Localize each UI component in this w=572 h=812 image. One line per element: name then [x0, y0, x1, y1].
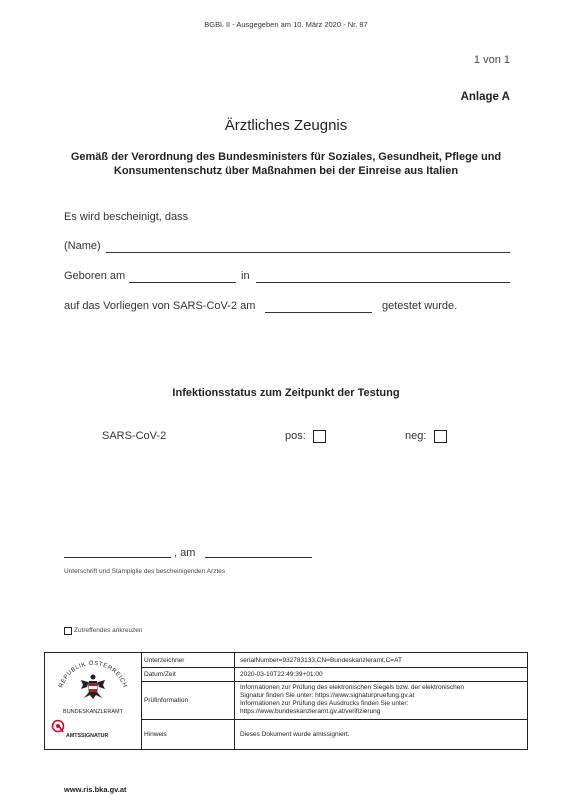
footer-url[interactable]: www.ris.bka.gv.at [64, 785, 127, 794]
positive-label: pos: [285, 430, 306, 442]
seal-office-text: BUNDESKANZLERAMT [63, 709, 123, 715]
document-title: Ärztliches Zeugnis [224, 117, 348, 134]
datetime-value: 2020-03-10T22:49:39+01:00 [240, 670, 323, 678]
virus-label: SARS-CoV-2 [102, 430, 167, 442]
seal-arc-text: REPUBLIK ÖSTERREICH [58, 660, 128, 689]
status-heading: Infektionsstatus zum Zeitpunkt der Testung [172, 387, 400, 399]
page-number: 1 von 1 [473, 54, 510, 66]
applicable-checkbox-icon [64, 627, 72, 635]
verification-line-1: Informationen zur Prüfung des elektronischen Siegels bzw. der elektronischen [240, 684, 465, 691]
positive-checkbox[interactable] [313, 430, 326, 443]
verification-line-2[interactable]: Signatur finden Sie unter: https://www.signaturpruefung.gv.at [240, 692, 415, 699]
notice-key: Hinweis [144, 719, 235, 749]
signature-date-field[interactable] [205, 557, 312, 558]
negative-label: neg: [405, 430, 427, 442]
birth-place-field[interactable] [256, 282, 510, 283]
annex-label: Anlage A [460, 91, 510, 103]
test-date-field[interactable] [265, 312, 372, 313]
applicable-note: Zutreffendes ankreuzen [74, 627, 143, 634]
test-date-suffix: getestet wurde. [382, 300, 458, 312]
datetime-row [141, 667, 527, 682]
seal-emblem-icon [45, 653, 141, 749]
document-subtitle [60, 150, 512, 178]
negative-checkbox[interactable] [434, 430, 447, 443]
datetime-key: Datum/Zeit [144, 667, 235, 681]
official-seal [45, 653, 142, 749]
intro-text: Es wird bescheinigt, dass [64, 211, 189, 223]
name-label: (Name) [64, 240, 101, 252]
seal-badge-text: AMTSSIGNATUR [66, 733, 109, 739]
verification-key: Prüfinformation [144, 681, 235, 719]
amtssignatur-badge-icon [53, 721, 64, 733]
notice-row [141, 719, 527, 749]
signature-date-label: , am [174, 547, 196, 559]
birth-date-field[interactable] [129, 282, 236, 283]
birth-place-label: in [241, 270, 250, 282]
signer-row [141, 653, 527, 668]
verification-line-4[interactable]: https://www.bundeskanzleramt.gv.at/verifizierung [240, 708, 381, 715]
gazette-header: BGBl. II - Ausgegeben am 10. März 2020 - Nr. 87 [204, 20, 368, 29]
subtitle-line-2: Konsumentenschutz über Maßnahmen bei der Einreise aus Italien [113, 165, 459, 177]
notice-value: Dieses Dokument wurde amtssigniert. [240, 730, 350, 738]
birth-date-label: Geboren am [64, 270, 126, 282]
signature-place-field[interactable] [64, 557, 171, 558]
official-signature-block [44, 652, 528, 750]
signer-key: Unterzeichner [144, 653, 235, 667]
verification-row [141, 681, 527, 720]
signature-caption: Unterschrift und Stampiglie des bescheinigenden Arztes [64, 568, 226, 575]
test-date-label: auf das Vorliegen von SARS-CoV-2 am [64, 300, 256, 312]
name-field[interactable] [106, 252, 510, 253]
verification-line-3: Informationen zur Prüfung des Ausdrucks finden Sie unter: [240, 700, 409, 707]
signer-value: serialNumber=932783133,CN=Bundeskanzleramt,C=AT [240, 656, 402, 664]
verification-value [240, 681, 524, 722]
eagle-icon [81, 675, 105, 700]
subtitle-line-1: Gemäß der Verordnung des Bundesministers für Soziales, Gesundheit, Pflege und [70, 151, 502, 163]
